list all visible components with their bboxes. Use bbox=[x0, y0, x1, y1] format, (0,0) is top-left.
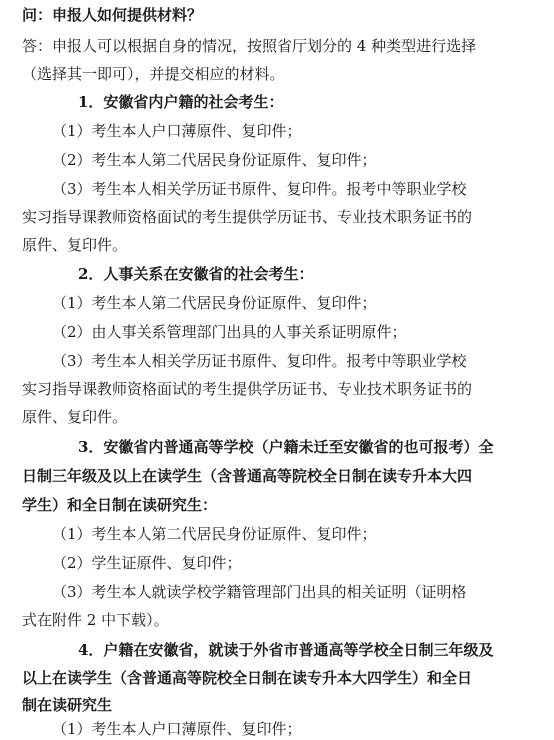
section2-item3-line2: 实习指导课教师资格面试的考生提供学历证书、专业技术职务证书的 bbox=[22, 380, 473, 398]
section4-heading-line2: 以上在读学生（含普通高等院校全日制在读专升本大四学生）和全日 bbox=[22, 669, 473, 687]
section1-item3-line2: 实习指导课教师资格面试的考生提供学历证书、专业技术职务证书的 bbox=[22, 208, 473, 226]
section3-item2: （2）学生证原件、复印件； bbox=[52, 554, 242, 572]
section4-heading-line1: 4．户籍在安徽省，就读于外省市普通高等学校全日制三年级及 bbox=[78, 641, 494, 659]
section1-item2: （2）考生本人第二代居民身份证原件、复印件； bbox=[52, 151, 377, 169]
section3-item3-line1: （3）考生本人就读学校学籍管理部门出具的相关证明（证明格 bbox=[52, 583, 467, 601]
section3-heading-line3: 学生）和全日制在读研究生： bbox=[22, 496, 218, 514]
section3-item1: （1）考生本人第二代居民身份证原件、复印件； bbox=[52, 525, 377, 543]
section1-item1: （1）考生本人户口薄原件、复印件； bbox=[52, 122, 302, 140]
answer-line-2: （选择其一即可），并提交相应的材料。 bbox=[22, 65, 285, 83]
section2-item3-line3: 原件、复印件。 bbox=[22, 408, 128, 426]
section3-item3-line2: 式在附件 2 中下载）。 bbox=[22, 611, 169, 629]
section4-item1: （1）考生本人户口薄原件、复印件； bbox=[52, 720, 302, 738]
section3-heading-line2: 日制三年级及以上在读学生（含普通高等院校全日制在读专升本大四 bbox=[22, 467, 473, 485]
section3-heading-line1: 3．安徽省内普通高等学校（户籍未迁至安徽省的也可报考）全 bbox=[78, 438, 494, 456]
section2-item1: （1）考生本人第二代居民身份证原件、复印件； bbox=[52, 294, 377, 312]
section2-heading: 2．人事关系在安徽省的社会考生： bbox=[78, 265, 314, 283]
section4-heading-line3: 制在读研究生 bbox=[22, 696, 113, 714]
answer-line-1: 答：申报人可以根据自身的情况，按照省厅划分的 4 种类型进行选择 bbox=[22, 37, 477, 55]
section1-heading: 1．安徽省内户籍的社会考生： bbox=[78, 93, 284, 111]
section2-item2: （2）由人事关系管理部门出具的人事关系证明原件； bbox=[52, 323, 407, 341]
section1-item3-line3: 原件、复印件。 bbox=[22, 236, 128, 254]
section2-item3-line1: （3）考生本人相关学历证书原件、复印件。报考中等职业学校 bbox=[52, 352, 467, 370]
question-line: 问：申报人如何提供材料？ bbox=[22, 6, 203, 24]
section1-item3-line1: （3）考生本人相关学历证书原件、复印件。报考中等职业学校 bbox=[52, 180, 467, 198]
